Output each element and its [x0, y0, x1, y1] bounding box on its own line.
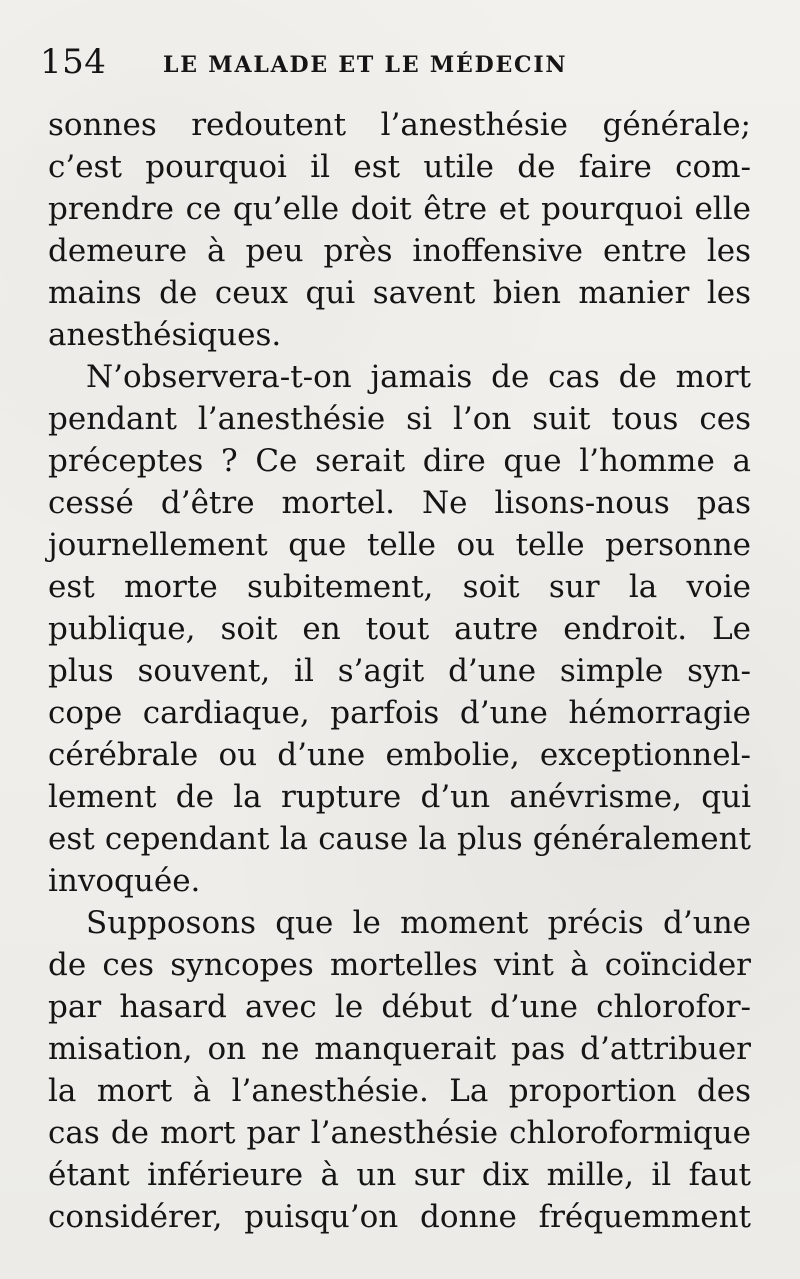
text-line: plus souvent, il s’agit d’une simple syn-	[48, 653, 751, 689]
page-header	[40, 40, 760, 90]
text-line: publique, soit en tout autre endroit. Le	[48, 611, 751, 647]
text-line: sonnes redoutent l’anesthésie générale;	[48, 107, 751, 143]
text-line: cessé d’être mortel. Ne lisons-nous pas	[48, 485, 751, 521]
text-line: pendant l’anesthésie si l’on suit tous ces	[48, 401, 751, 437]
text-line: N’observera-t-on jamais de cas de mort	[86, 359, 751, 395]
text-line: cas de mort par l’anesthésie chloroformique	[48, 1115, 751, 1151]
text-line: par hasard avec le début d’une chlorofor-	[48, 989, 751, 1025]
text-line: invoquée.	[48, 863, 201, 899]
text-line: demeure à peu près inoffensive entre les	[48, 233, 751, 269]
running-title: LE MALADE ET LE MÉDECIN	[163, 52, 568, 78]
text-line: est cependant la cause la plus généralement	[48, 821, 751, 857]
text-line: lement de la rupture d’un anévrisme, qui	[48, 779, 751, 815]
text-line: prendre ce qu’elle doit être et pourquoi elle	[48, 191, 751, 227]
text-line: Supposons que le moment précis d’une	[86, 905, 751, 941]
text-line: cope cardiaque, parfois d’une hémorragie	[48, 695, 751, 731]
text-line: considérer, puisqu’on donne fréquemment	[48, 1199, 751, 1235]
text-line: étant inférieure à un sur dix mille, il faut	[48, 1157, 751, 1193]
text-line: misation, on ne manquerait pas d’attribuer	[48, 1031, 751, 1067]
text-line: journellement que telle ou telle personne	[48, 527, 751, 563]
page-number: 154	[40, 42, 107, 82]
text-line: mains de ceux qui savent bien manier les	[48, 275, 751, 311]
text-line: anesthésiques.	[48, 317, 282, 353]
text-line: la mort à l’anesthésie. La proportion des	[48, 1073, 751, 1109]
text-line: cérébrale ou d’une embolie, exceptionnel-	[48, 737, 751, 773]
text-line: c’est pourquoi il est utile de faire com-	[48, 149, 751, 185]
text-line: est morte subitement, soit sur la voie	[48, 569, 751, 605]
text-line: de ces syncopes mortelles vint à coïncider	[48, 947, 751, 983]
text-line: préceptes ? Ce serait dire que l’homme a	[48, 443, 751, 479]
